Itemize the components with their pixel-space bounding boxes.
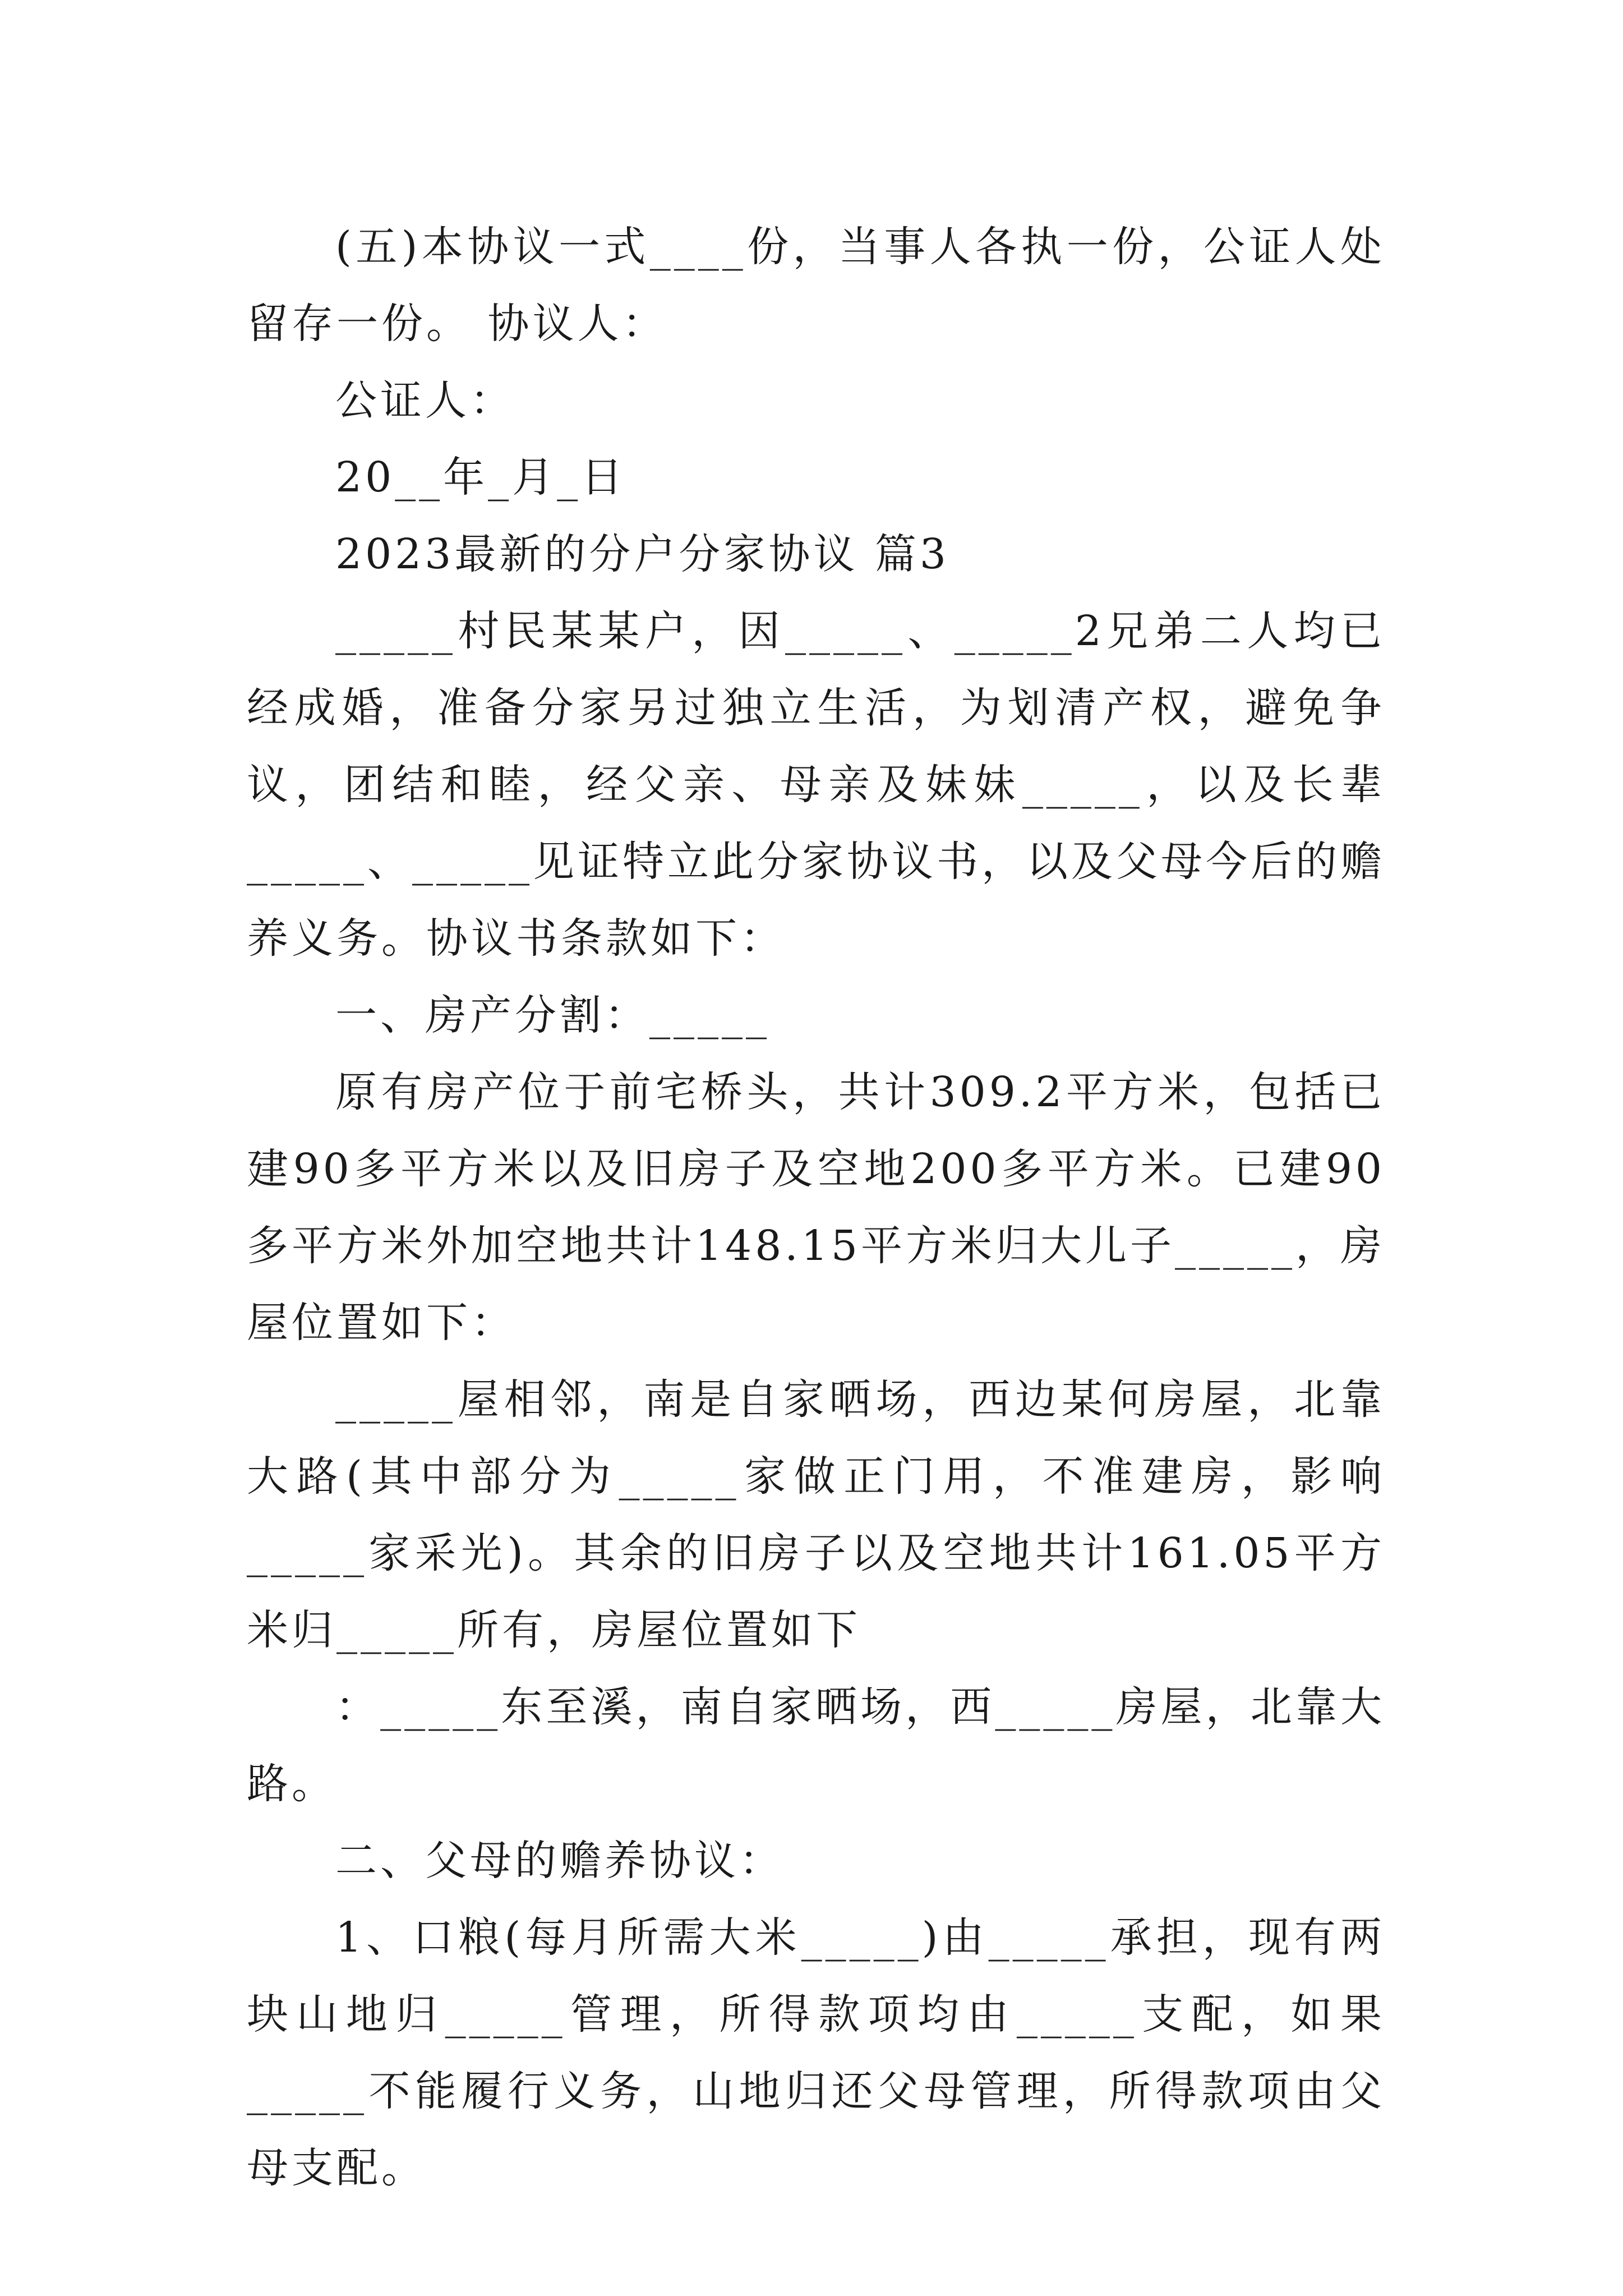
paragraph: 20__年_月_日	[335, 453, 626, 501]
clause-heading: 一、房产分割：_____	[335, 991, 770, 1039]
paragraph: 原有房产位于前宅桥头，共计309.2平方米，包括已建90多平方米以及旧房子及空地200多平方米。已建90多平方米外加空地共计148.15平方米归大儿子_____，房屋位置如下：	[247, 1068, 1385, 1347]
section-heading: 2023最新的分户分家协议 篇3	[335, 530, 949, 578]
document-body	[247, 209, 1385, 2207]
paragraph: _____屋相邻，南是自家晒场，西边某何房屋，北靠大路(其中部分为_____家做正门用，不准建房，影响_____家采光)。其余的旧房子以及空地共计161.05平方米归_____所有，房屋位置如下	[247, 1375, 1385, 1654]
paragraph: _____村民某某户，因_____、_____2兄弟二人均已经成婚，准备分家另过独立生活，为划清产权，避免争议，团结和睦，经父亲、母亲及妹妹_____，以及长辈_____、_____见证特立此分家协议书，以及父母今后的赡养义务。协议书条款如下：	[247, 607, 1385, 963]
paragraph: 1、口粮(每月所需大米_____)由_____承担，现有两块山地归_____管理，所得款项均由_____支配，如果_____不能履行义务，山地归还父母管理，所得款项由父母支配。	[247, 1913, 1385, 2192]
clause-heading: 二、父母的赡养协议：	[335, 1837, 784, 1885]
paragraph: ：_____东至溪，南自家晒场，西_____房屋，北靠大路。	[247, 1683, 1385, 1808]
paragraph: (五)本协议一式____份，当事人各执一份，公证人处留存一份。 协议人：	[247, 223, 1385, 348]
paragraph: 公证人：	[335, 376, 515, 425]
